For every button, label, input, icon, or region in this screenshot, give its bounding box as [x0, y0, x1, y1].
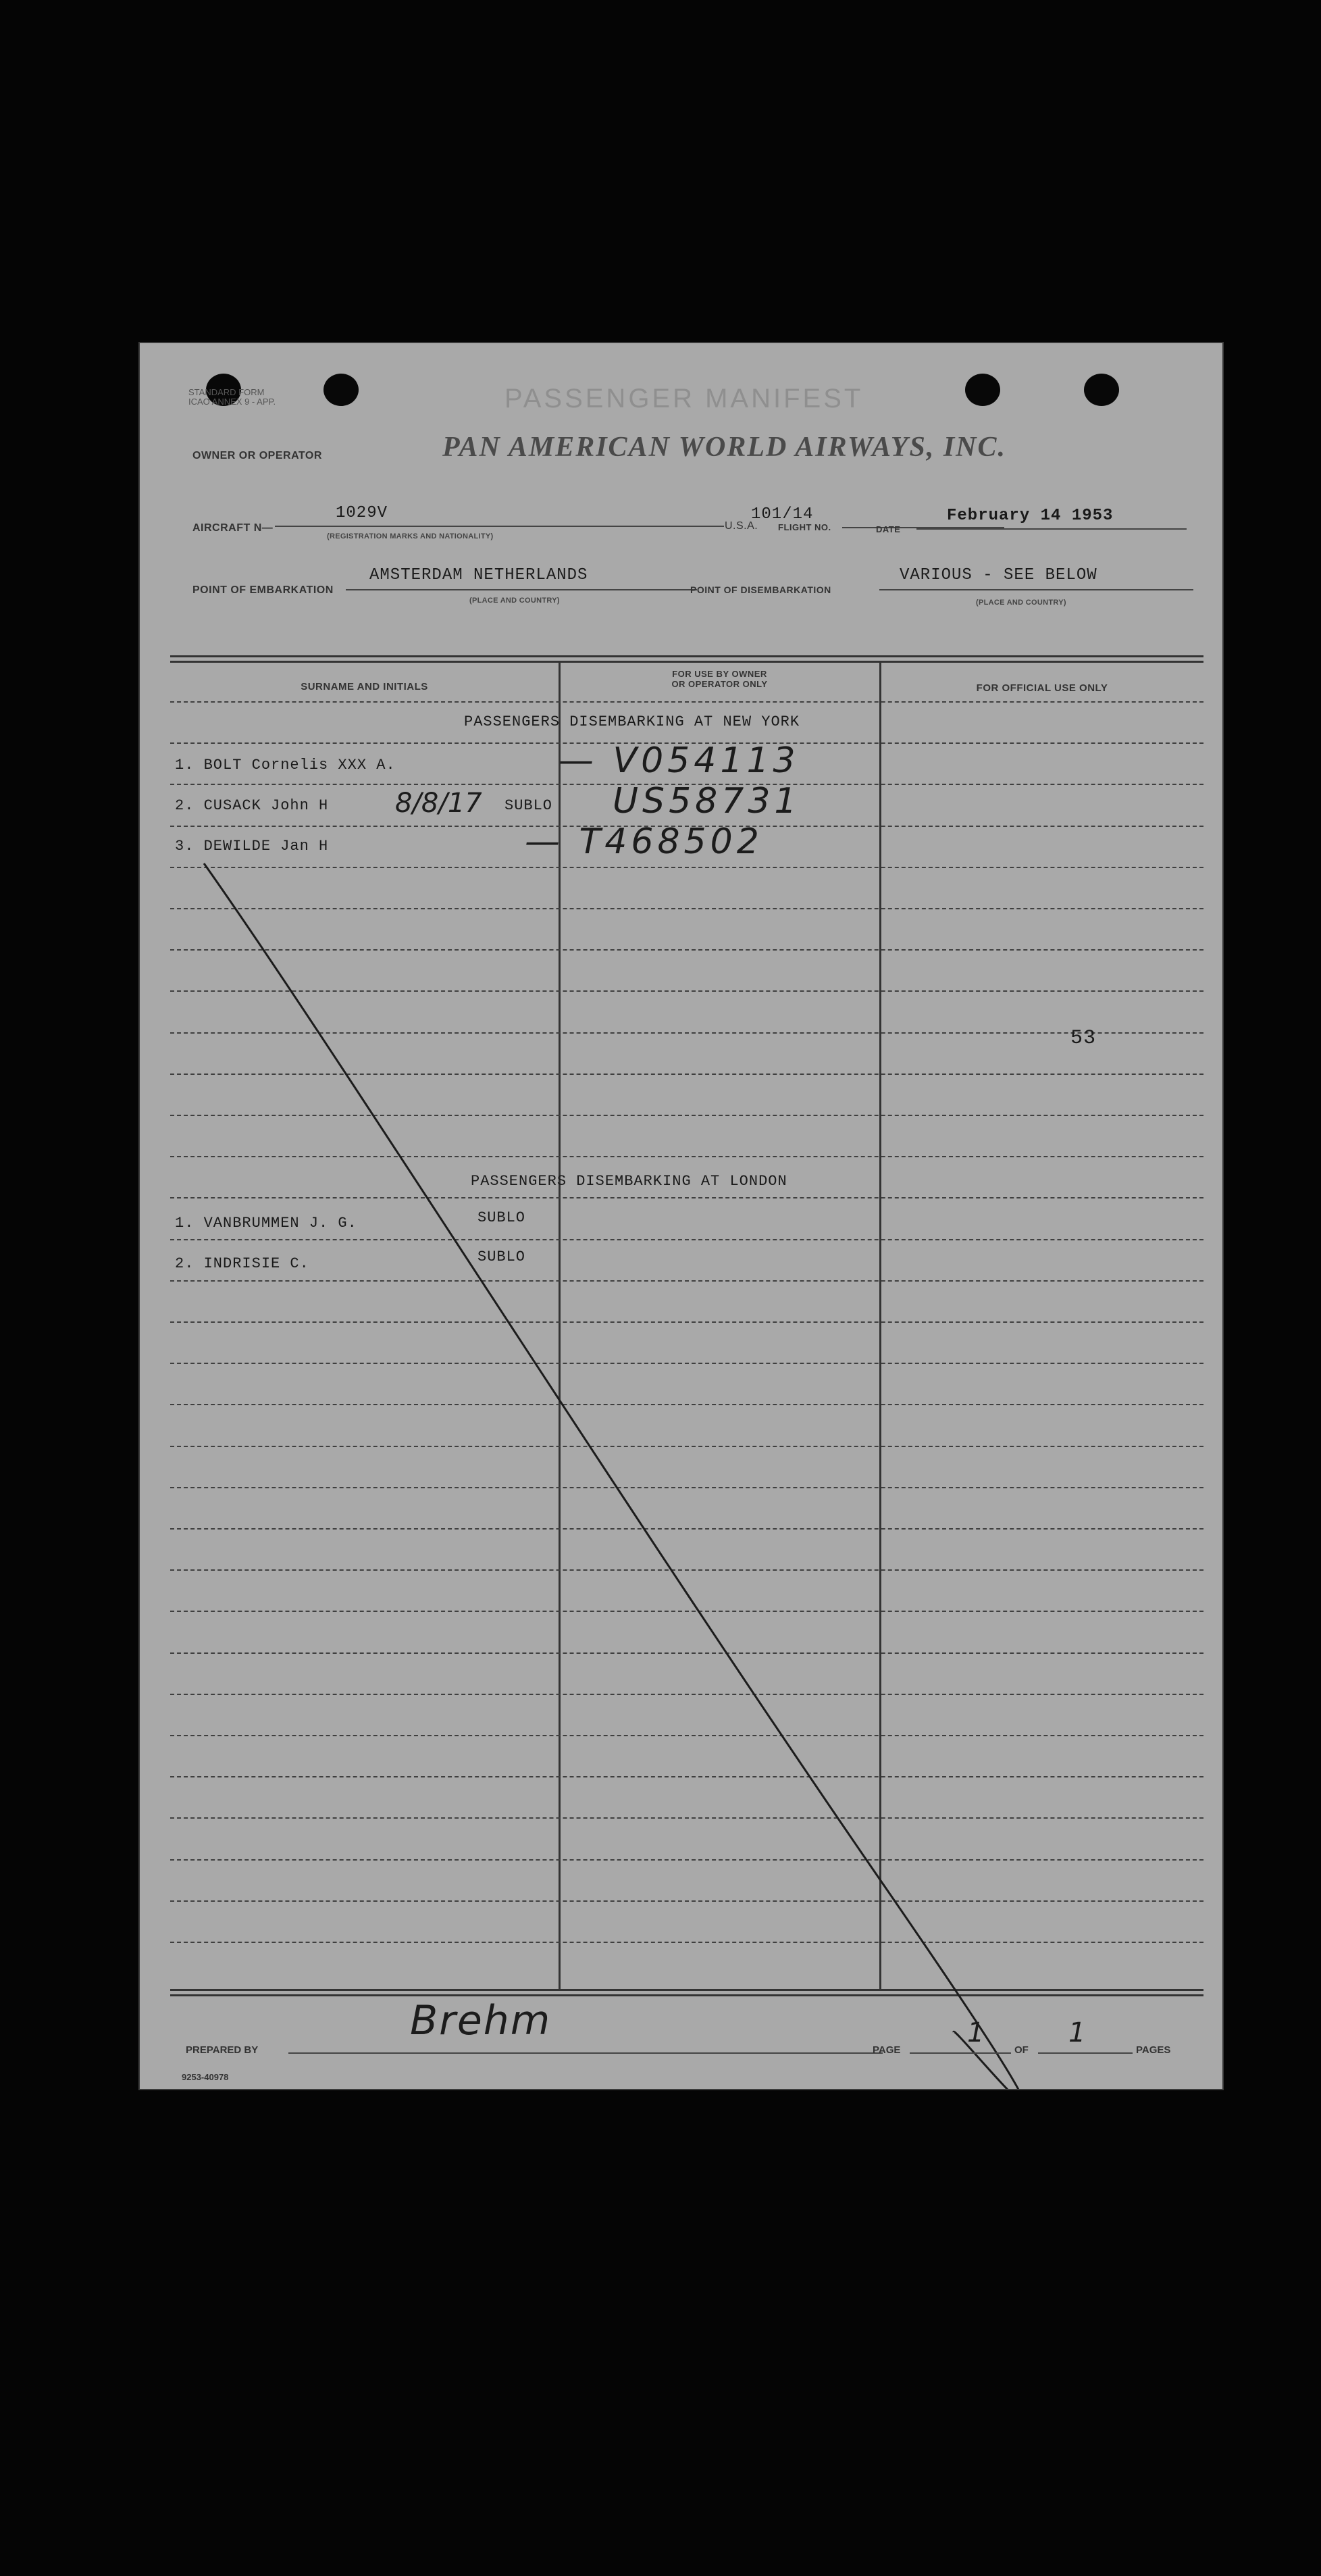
flight-label: FLIGHT NO.: [778, 522, 831, 532]
page-label: PAGE: [873, 2044, 901, 2056]
col-official-header: FOR OFFICIAL USE ONLY: [976, 682, 1108, 694]
prepared-label: PREPARED BY: [186, 2044, 259, 2056]
passenger-ldn-2-note: SUBLO: [477, 1248, 526, 1265]
disembarkation-value: VARIOUS - SEE BELOW: [900, 566, 1097, 584]
strike-through-line: [140, 343, 1222, 2089]
date-label: DATE: [876, 524, 901, 534]
passenger-ny-2-note: SUBLO: [504, 797, 553, 814]
col-surname-header: SURNAME AND INITIALS: [301, 681, 428, 692]
form-stamp-line-2: ICAO ANNEX 9 - APP.: [188, 397, 276, 407]
passenger-ny-3-number: — T468502: [525, 822, 763, 862]
flight-value: 101/14: [751, 505, 814, 524]
embarkation-place-note: (PLACE AND COUNTRY): [469, 597, 560, 605]
aircraft-value: 1029V: [336, 504, 388, 522]
manifest-sheet: [140, 343, 1222, 2089]
passenger-ny-2-date: 8/8/17: [395, 788, 482, 819]
form-stamp-line-1: STANDARD FORM: [188, 387, 265, 397]
disembarkation-place-note: (PLACE AND COUNTRY): [976, 599, 1066, 607]
passenger-ldn-1-note: SUBLO: [477, 1209, 526, 1226]
page-value: 1: [967, 2017, 985, 2048]
section-new-york: PASSENGERS DISEMBARKING AT NEW YORK: [464, 713, 800, 730]
official-number: 53: [1070, 1027, 1097, 1050]
pages-label: PAGES: [1136, 2044, 1171, 2056]
passenger-ny-2-number: US58731: [613, 781, 801, 822]
owner-label: OWNER OR OPERATOR: [192, 450, 322, 461]
col-owner-header-1: FOR USE BY OWNER: [672, 669, 767, 679]
section-london: PASSENGERS DISEMBARKING AT LONDON: [471, 1173, 787, 1190]
usa-label: U.S.A.: [725, 520, 758, 532]
total-pages-value: 1: [1068, 2017, 1086, 2048]
form-number: 9253-40978: [182, 2072, 229, 2082]
disembarkation-label: POINT OF DISEMBARKATION: [690, 584, 831, 595]
date-value: February 14 1953: [947, 507, 1114, 525]
page-underline: [910, 2052, 1011, 2054]
passenger-ny-1-name: 1. BOLT Cornelis XXX A.: [175, 757, 396, 774]
col-owner-header-2: OR OPERATOR ONLY: [671, 679, 768, 689]
aircraft-label: AIRCRAFT N—: [192, 522, 274, 534]
passenger-ny-2-name: 2. CUSACK John H: [175, 797, 329, 814]
prepared-underline: [288, 2052, 883, 2054]
passenger-ny-3-name: 3. DEWILDE Jan H: [175, 838, 329, 855]
embarkation-label: POINT OF EMBARKATION: [192, 584, 334, 596]
passenger-ny-1-number: — V054113: [559, 740, 800, 781]
passenger-ldn-2-name: 2. INDRISIE C.: [175, 1255, 309, 1272]
registration-note: (REGISTRATION MARKS AND NATIONALITY): [327, 532, 494, 540]
of-label: OF: [1014, 2044, 1029, 2056]
signature: Brehm: [410, 1997, 552, 2044]
passenger-ldn-1-name: 1. VANBRUMMEN J. G.: [175, 1215, 357, 1232]
form-title: PASSENGER MANIFEST: [504, 384, 864, 413]
total-underline: [1038, 2052, 1133, 2054]
operator-name: PAN AMERICAN WORLD AIRWAYS, INC.: [442, 432, 1007, 463]
embarkation-value: AMSTERDAM NETHERLANDS: [369, 566, 588, 584]
